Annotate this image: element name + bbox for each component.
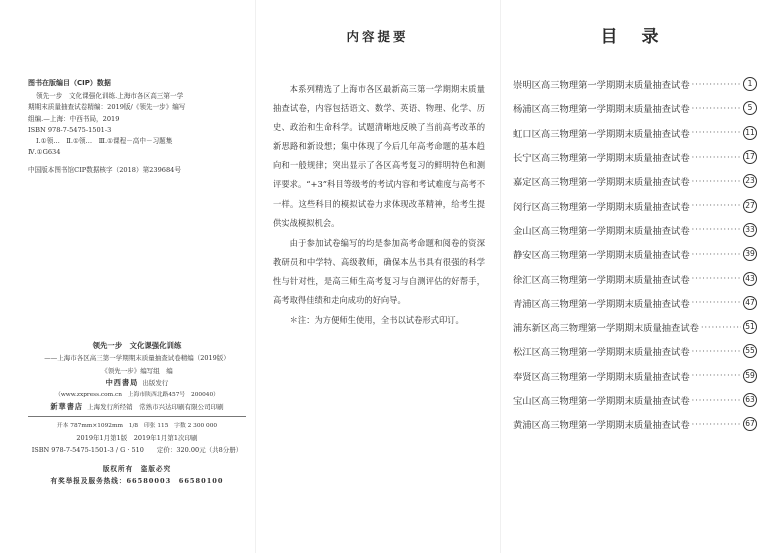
toc-page-number: 55 xyxy=(743,344,757,358)
publisher-logo: 中西書局 xyxy=(105,377,139,387)
summary-title: 内容提要 xyxy=(346,29,409,44)
distributor-logo: 新華書店 xyxy=(50,402,84,412)
cip-isbn: ISBN 978-7-5475-1501-3 xyxy=(28,125,112,134)
colophon-edition: 2019年1月第1版 2019年1月第1次印刷 xyxy=(76,434,198,443)
toc-page-number: 39 xyxy=(743,247,757,261)
leader-dots xyxy=(692,128,741,137)
toc-page-number: 51 xyxy=(743,320,757,334)
toc-page-number: 67 xyxy=(743,417,757,431)
colophon-publisher xyxy=(28,377,246,389)
colophon-block xyxy=(28,340,246,487)
toc-entry-label: 嘉定区高三物理第一学期期末质量抽查试卷 xyxy=(513,177,690,189)
toc-entry-label: 闵行区高三物理第一学期期末质量抽查试卷 xyxy=(513,201,690,213)
cip-heading: 图书在版编目（CIP）数据 xyxy=(28,79,111,87)
colophon-isbn-price: ISBN 978-7-5475-1501-3 / G · 510 定价：320.00元（共8分册） xyxy=(31,446,243,455)
toc-entry-label: 浦东新区高三物理第一学期期末质量抽查试卷 xyxy=(513,323,699,335)
toc-list xyxy=(513,72,757,436)
cip-line: 领先一步 文化课强化训练.上海市各区高三第一学 xyxy=(36,92,184,101)
cip-classification: Ⅳ.①G634 xyxy=(28,148,61,157)
toc-page-number: 1 xyxy=(743,77,757,91)
cip-line: 期期末质量抽查试卷精编：2019版/《领先一步》编写 xyxy=(28,103,186,112)
toc-entry-label: 金山区高三物理第一学期期末质量抽查试卷 xyxy=(513,225,690,237)
toc-entry[interactable] xyxy=(513,169,757,193)
colophon-hotline: 有奖举报及服务热线：66580003 66580100 xyxy=(50,476,224,485)
toc-title: 目录 xyxy=(600,27,683,47)
toc-page-number: 17 xyxy=(743,150,757,164)
toc-entry[interactable] xyxy=(513,145,757,169)
leader-dots xyxy=(692,347,741,356)
cip-classification: Ⅰ.①领… Ⅱ.①领… Ⅲ.①课程－高中－习题集 xyxy=(36,137,173,146)
toc-entry-label: 崇明区高三物理第一学期期末质量抽查试卷 xyxy=(513,80,690,92)
toc-entry[interactable] xyxy=(513,388,757,412)
toc-page-number: 5 xyxy=(743,101,757,115)
toc-entry-label: 虹口区高三物理第一学期期末质量抽查试卷 xyxy=(513,128,690,140)
leader-dots xyxy=(692,225,741,234)
leader-dots xyxy=(692,274,741,283)
toc-entry[interactable] xyxy=(513,121,757,145)
leader-dots xyxy=(692,104,741,113)
colophon-title: 领先一步 文化课强化训练 xyxy=(92,341,182,350)
toc-entry[interactable] xyxy=(513,72,757,96)
toc-entry[interactable] xyxy=(513,315,757,339)
colophon-address: （www.zxpress.com.cn 上海市陕西北路457号 200040） xyxy=(55,392,219,399)
leader-dots xyxy=(692,250,741,259)
copyright-page xyxy=(0,0,255,553)
leader-dots xyxy=(692,298,741,307)
colophon-distribution xyxy=(28,401,246,413)
toc-entry-label: 宝山区高三物理第一学期期末质量抽查试卷 xyxy=(513,396,690,407)
toc-entry[interactable] xyxy=(513,193,757,217)
toc-entry-label: 长宁区高三物理第一学期期末质量抽查试卷 xyxy=(513,153,690,165)
toc-page-number: 27 xyxy=(743,199,757,213)
toc-entry-label: 杨浦区高三物理第一学期期末质量抽查试卷 xyxy=(513,104,690,116)
publisher-text: 出版发行 xyxy=(142,378,169,387)
cip-record-number: 中国版本图书馆CIP数据核字（2018）第239684号 xyxy=(28,166,181,175)
toc-page xyxy=(500,0,765,553)
toc-entry-label: 静安区高三物理第一学期期末质量抽查试卷 xyxy=(513,250,690,262)
summary-paragraph: 本系列精选了上海市各区最新高三第一学期期末质量抽查试卷，内容包括语文、数学、英语、物理、化学、历史、政治和生命科学。试题清晰地反映了当前高考改革的新思路和新设想；集中体现了今后几年高考命题的基本趋向和一般规律；突出显示了各区高考复习的鲜明特色和测评要求。“+3”科目等级考的考试内容和考试难度与高考不一样。这些科目的模拟试卷力求体现改革精神，给考生提供实战模拟机会。 xyxy=(273,84,485,228)
colophon-rights: 版权所有 盗版必究 xyxy=(102,464,172,473)
cip-line: 组编.—上海：中西书局，2019 xyxy=(28,114,120,123)
toc-page-number: 47 xyxy=(743,296,757,310)
leader-dots xyxy=(701,323,741,332)
toc-entry-label: 黄浦区高三物理第一学期期末质量抽查试卷 xyxy=(513,420,690,432)
toc-entry[interactable] xyxy=(513,266,757,290)
toc-entry-label: 徐汇区高三物理第一学期期末质量抽查试卷 xyxy=(513,274,690,286)
toc-page-number: 23 xyxy=(743,174,757,188)
leader-dots xyxy=(692,420,741,429)
toc-entry-label: 松江区高三物理第一学期期末质量抽查试卷 xyxy=(513,347,690,359)
leader-dots xyxy=(692,371,741,380)
leader-dots xyxy=(692,80,741,89)
toc-entry[interactable] xyxy=(513,339,757,363)
toc-entry-label: 青浦区高三物理第一学期期末质量抽查试卷 xyxy=(513,298,690,310)
toc-page-number: 63 xyxy=(743,393,757,407)
toc-entry[interactable] xyxy=(513,291,757,315)
toc-page-number: 43 xyxy=(743,272,757,286)
summary-page xyxy=(255,0,500,553)
toc-entry[interactable] xyxy=(513,242,757,266)
leader-dots xyxy=(692,177,741,186)
leader-dots xyxy=(692,201,741,210)
toc-entry[interactable] xyxy=(513,96,757,120)
summary-body xyxy=(273,80,485,330)
toc-entry[interactable] xyxy=(513,218,757,242)
colophon-subtitle: ——上海市各区高三第一学期期末质量抽查试卷精编（2019版） xyxy=(44,354,230,363)
colophon-specs: 开本 787mm×1092mm 1/8 印张 115 字数 2 300 000 xyxy=(56,422,218,429)
leader-dots xyxy=(692,153,741,162)
divider xyxy=(28,416,246,417)
cip-block xyxy=(28,78,243,177)
colophon-editor: 《领先一步》编写组 编 xyxy=(101,366,173,375)
toc-entry[interactable] xyxy=(513,412,757,436)
summary-paragraph: 由于参加试卷编写的均是参加高考命题和阅卷的资深教研员和中学特、高级教师，确保本丛书具有很强的科学性与针对性，是高三师生高考复习与自测评估的好帮手，高考取得佳绩和走向成功的好向导。 xyxy=(273,237,485,306)
leader-dots xyxy=(692,396,741,405)
summary-note: ＊注：为方便师生使用，全书以试卷形式印订。 xyxy=(289,315,464,326)
distributor-text: 上海发行所经销 常熟市兴达印刷有限公司印刷 xyxy=(87,403,224,412)
toc-page-number: 59 xyxy=(743,369,757,383)
toc-page-number: 33 xyxy=(743,223,757,237)
toc-entry-label: 奉贤区高三物理第一学期期末质量抽查试卷 xyxy=(513,371,690,383)
toc-entry[interactable] xyxy=(513,364,757,388)
toc-page-number: 11 xyxy=(743,126,757,140)
